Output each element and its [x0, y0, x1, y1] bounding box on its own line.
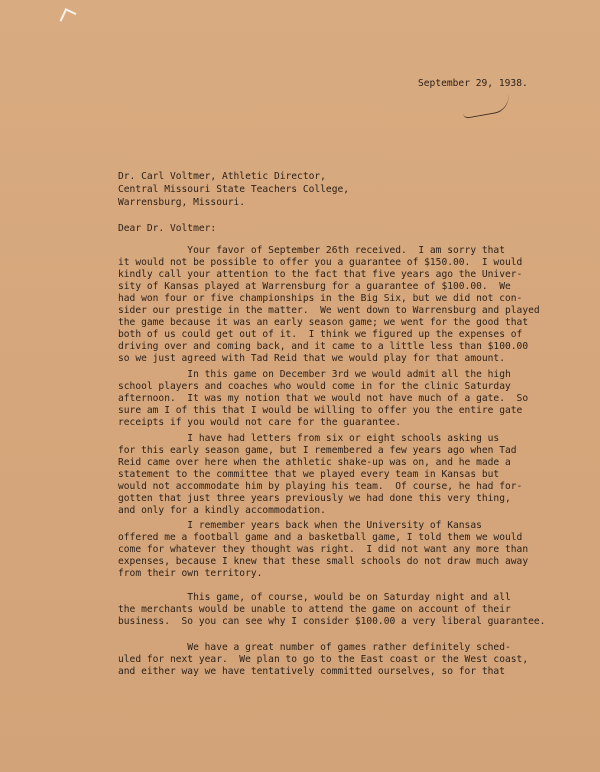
paragraph-line: uled for next year. We plan to go to the East coast or the West coast, — [118, 654, 529, 665]
paragraph-line: it would not be possible to offer you a guarantee of $150.00. I would — [118, 257, 523, 268]
paragraph-line: sure am I of this that I would be willing to offer you the entire gate — [118, 405, 523, 416]
paragraph-line: would not accommodate him by playing his team. Of course, he had for- — [118, 481, 523, 492]
address-line: Warrensburg, Missouri. — [118, 197, 246, 208]
paragraph-line: and only for a kindly accommodation. — [118, 505, 326, 516]
paragraph-line: offered me a football game and a basketball game, I told them we would — [118, 532, 523, 543]
paragraph-line: receipts if you would not care for the guarantee. — [118, 417, 402, 428]
paragraph-line: expenses, because I knew that these small schools do not draw much away — [118, 556, 529, 567]
paragraph-line: Reid came over here when the athletic shake-up was on, and he made a — [118, 457, 511, 468]
paragraph-line: the game because it was an early season game; we went for the good that — [118, 317, 529, 328]
address-line: Dr. Carl Voltmer, Athletic Director, — [118, 171, 326, 182]
paragraph-line: business. So you can see why I consider $100.00 a very liberal guarantee. — [118, 616, 546, 627]
paragraph-line: had won four or five championships in the Big Six, but we did not con- — [118, 293, 523, 304]
paragraph-line: I have had letters from six or eight schools asking us — [118, 433, 500, 444]
letter-date: September 29, 1938. — [418, 78, 528, 89]
paragraph-line: and either way we have tentatively committed ourselves, so for that — [118, 666, 505, 677]
paragraph-line: kindly call your attention to the fact that five years ago the Univer- — [118, 269, 523, 280]
paragraph-line: statement to the committee that we played every team in Kansas but — [118, 469, 500, 480]
paragraph-line: school players and coaches who would come in for the clinic Saturday — [118, 381, 511, 392]
paragraph-line: come for whatever they thought was right. I did not want any more than — [118, 544, 529, 555]
paragraph-line: This game, of course, would be on Saturday night and all — [118, 592, 511, 603]
paragraph-line: sity of Kansas played at Warrensburg for a guarantee of $100.00. We — [118, 281, 511, 292]
paragraph-line: afternoon. It was my notion that we would not have much of a gate. So — [118, 393, 529, 404]
paragraph-line: both of us could get out of it. I think we figured up the expenses of — [118, 329, 523, 340]
paragraph-line: from their own territory. — [118, 568, 263, 579]
pencil-mark — [461, 94, 511, 119]
paragraph-line: In this game on December 3rd we would admit all the high — [118, 369, 511, 380]
paragraph-line: the merchants would be unable to attend the game on account of their — [118, 604, 511, 615]
address-line: Central Missouri State Teachers College, — [118, 184, 350, 195]
salutation: Dear Dr. Voltmer: — [118, 223, 217, 234]
paragraph-line: I remember years back when the University of Kansas — [118, 520, 482, 531]
paragraph-line: so we just agreed with Tad Reid that we would play for that amount. — [118, 353, 505, 364]
paragraph-line: gotten that just three years previously we had done this very thing, — [118, 493, 511, 504]
paragraph-line: for this early season game, but I remembered a few years ago when Tad — [118, 445, 517, 456]
paragraph-line: We have a great number of games rather definitely sched- — [118, 642, 511, 653]
paragraph-line: sider our prestige in the matter. We went down to Warrensburg and played — [118, 305, 540, 316]
paper-corner-mark — [60, 8, 77, 26]
paragraph-line: driving over and coming back, and it came to a little less than $100.00 — [118, 341, 529, 352]
paragraph-line: Your favor of September 26th received. I am sorry that — [118, 245, 505, 256]
